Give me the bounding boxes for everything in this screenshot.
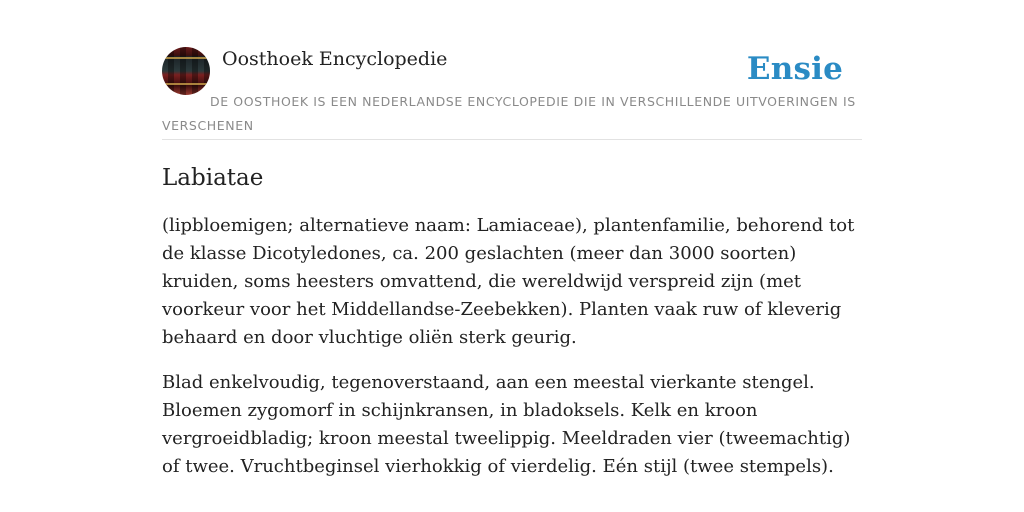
site-title[interactable]: Oosthoek Encyclopedie [222,48,448,70]
site-header [162,46,862,140]
encyclopedia-books-icon[interactable] [162,47,210,95]
article-paragraph: Blad enkelvoudig, tegenoverstaand, aan een meestal vierkante stengel. Bloemen zygomorf in schijnkransen, in bladoksels. Kelk en kroon vergroeidbladig; kroon meestal tweelippig. Meeldraden vier (tweemachtig) of twee. Vruchtbeginsel vierhokkig of vierdelig. Eén stijl (twee stempels). [162,372,851,477]
article-paragraph: (lipbloemigen; alternatieve naam: Lamiaceae), plantenfamilie, behorend tot de klasse Dicotyledones, ca. 200 geslachten (meer dan 3000 soorten) kruiden, soms heesters omvattend, die wereldwijd verspreid zijn (met voorkeur voor het Middellandse-Zeebekken). Planten vaak ruw of kleverig behaard en door vluchtige oliën sterk geurig. [162,215,855,348]
site-tagline: DE OOSTHOEK IS EEN NEDERLANDSE ENCYCLOPEDIE DIE IN VERSCHILLENDE UITVOERINGEN IS VERSCHENEN [162,94,856,133]
article [162,162,862,498]
page-title: Labiatae [162,165,264,191]
brand-logo[interactable]: Ensie [746,51,843,87]
